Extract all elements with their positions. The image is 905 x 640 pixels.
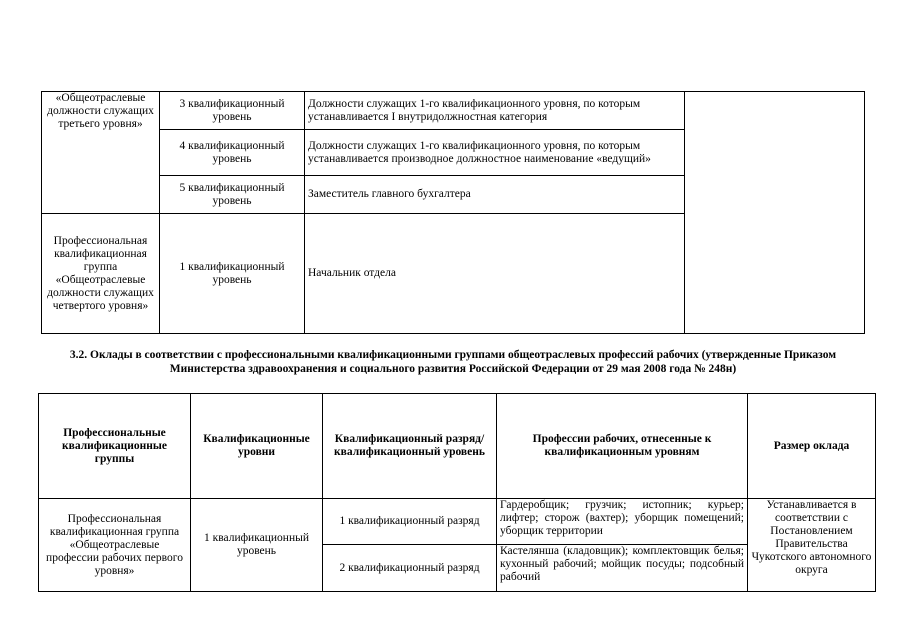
group-cell: «Общеотраслевые должности служащих третьего уровня» xyxy=(42,92,160,214)
column-header: Профессии рабочих, отнесенные к квалификационным уровням xyxy=(497,394,748,499)
grade-cell: 2 квалификационный разряд xyxy=(323,545,497,592)
column-header: Квалификационные уровни xyxy=(191,394,323,499)
positions-cell: Должности служащих 1-го квалификационного уровня, по которым устанавливается I внутридолжностная категория xyxy=(305,92,685,130)
level-cell: 3 квалификационный уровень xyxy=(160,92,305,130)
column-header: Профессиональные квалификационные группы xyxy=(39,394,191,499)
section-heading: 3.2. Оклады в соответствии с профессиональными квалификационными группами общеотраслевых профессий рабочих (утвержденные Приказом Министерства здравоохранения и социального развития Российской Федерации от 29 мая 2008 года № 248н) xyxy=(69,349,837,375)
empty-cell xyxy=(685,92,865,334)
level-cell: 5 квалификационный уровень xyxy=(160,176,305,214)
professions-cell: Гардеробщик; грузчик; истопник; курьер; лифтер; сторож (вахтер); уборщик помещений; уборщик территории xyxy=(497,499,748,545)
salary-table-workers xyxy=(38,393,876,592)
header-row xyxy=(39,394,876,499)
column-header: Размер оклада xyxy=(748,394,876,499)
group-cell: Профессиональная квалификационная группа «Общеотраслевые должности служащих четвертого уровня» xyxy=(42,214,160,334)
level-cell: 1 квалификационный уровень xyxy=(191,499,323,592)
positions-cell: Должности служащих 1-го квалификационного уровня, по которым устанавливается производное должностное наименование «ведущий» xyxy=(305,130,685,176)
salary-cell: Устанавливается в соответствии с Постановлением Правительства Чукотского автономного округа xyxy=(748,499,876,592)
level-cell: 4 квалификационный уровень xyxy=(160,130,305,176)
table-row xyxy=(39,499,876,545)
table-row xyxy=(42,92,865,130)
positions-cell: Заместитель главного бухгалтера xyxy=(305,176,685,214)
positions-table-servants xyxy=(41,91,865,334)
level-cell: 1 квалификационный уровень xyxy=(160,214,305,334)
professions-cell: Кастелянша (кладовщик); комплектовщик белья; кухонный рабочий; мойщик посуды; подсобный рабочий xyxy=(497,545,748,592)
positions-cell: Начальник отдела xyxy=(305,214,685,334)
grade-cell: 1 квалификационный разряд xyxy=(323,499,497,545)
group-cell: Профессиональная квалификационная группа «Общеотраслевые профессии рабочих первого уровня» xyxy=(39,499,191,592)
column-header: Квалификационный разряд/квалификационный уровень xyxy=(323,394,497,499)
